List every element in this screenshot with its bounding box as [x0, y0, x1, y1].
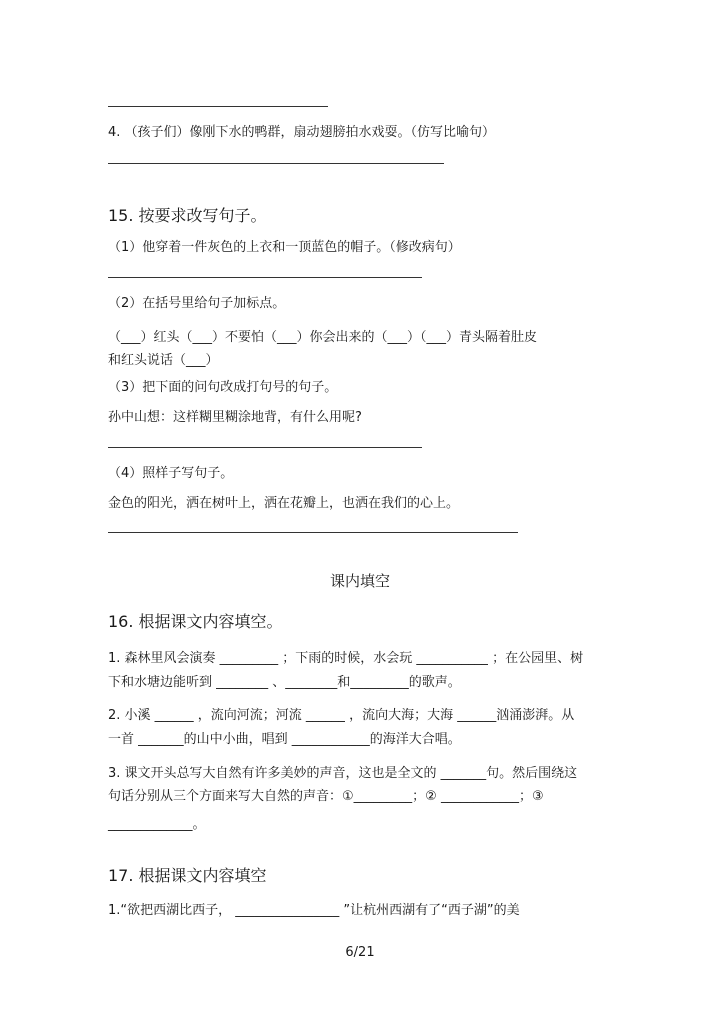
- q16-item-1-line-2: 下和水塘边能听到 ________ 、________和_________的歌声。: [108, 675, 461, 690]
- q15-part-2-line-1: （___）红头（___）不要怕（___）你会出来的（___）（___）青头隔着肚皮: [108, 330, 538, 345]
- q15-part-3: （3）把下面的问句改成打句号的句子。: [108, 380, 338, 395]
- q15-part-4: （4）照样子写句子。: [108, 466, 234, 481]
- q14-item-4: 4. （孩子们）像刚下水的鸭群，扇动翅膀拍水戏耍。（仿写比喻句）: [108, 125, 496, 140]
- q15-heading: 15. 按要求改写句子。: [108, 206, 267, 225]
- q17-heading: 17. 根据课文内容填空: [108, 866, 267, 885]
- q15-part-2: （2）在括号里给句子加标点。: [108, 296, 286, 311]
- answer-line-q14-3: [108, 106, 328, 107]
- page-number: 6/21: [345, 945, 375, 960]
- q15-part-2-line-2: 和红头说话（___）: [108, 353, 219, 368]
- q16-item-1-line-1: 1. 森林里风会演奏 _________ ；下雨的时候，水会玩 ___________ ；在公园里、树: [108, 651, 584, 666]
- q16-heading: 16. 根据课文内容填空。: [108, 612, 283, 631]
- q16-item-3-line-2: 句话分别从三个方面来写大自然的声音：①_________；② ____________；③: [108, 789, 544, 804]
- q15-part-3-sentence: 孙中山想：这样糊里糊涂地背，有什么用呢?: [108, 410, 362, 425]
- q16-item-2-line-1: 2. 小溪 ______ ，流向河流；河流 ______ ，流向大海；大海 ______汹涌澎湃。从: [108, 708, 575, 723]
- section-title: 课内填空: [329, 572, 390, 590]
- answer-line-q15-3: [108, 447, 422, 448]
- q17-item-1: 1.“欲把西湖比西子， ________________ ”让杭州西湖有了“西子湖”的美: [108, 903, 520, 918]
- answer-line-q15-4: [108, 532, 518, 533]
- q15-part-4-sentence: 金色的阳光，洒在树叶上，洒在花瓣上，也洒在我们的心上。: [108, 496, 460, 511]
- q16-item-3-line-3: _____________。: [108, 817, 206, 832]
- answer-line-q14-4: [108, 163, 444, 164]
- q15-part-1: （1）他穿着一件灰色的上衣和一顶蓝色的帽子。（修改病句）: [108, 240, 461, 255]
- q16-item-2-line-2: 一首 _______的山中小曲，唱到 ____________的海洋大合唱。: [108, 732, 461, 747]
- q16-item-3-line-1: 3. 课文开头总写大自然有许多美妙的声音，这也是全文的 _______句。然后围绕这: [108, 766, 578, 781]
- answer-line-q15-1: [108, 277, 422, 278]
